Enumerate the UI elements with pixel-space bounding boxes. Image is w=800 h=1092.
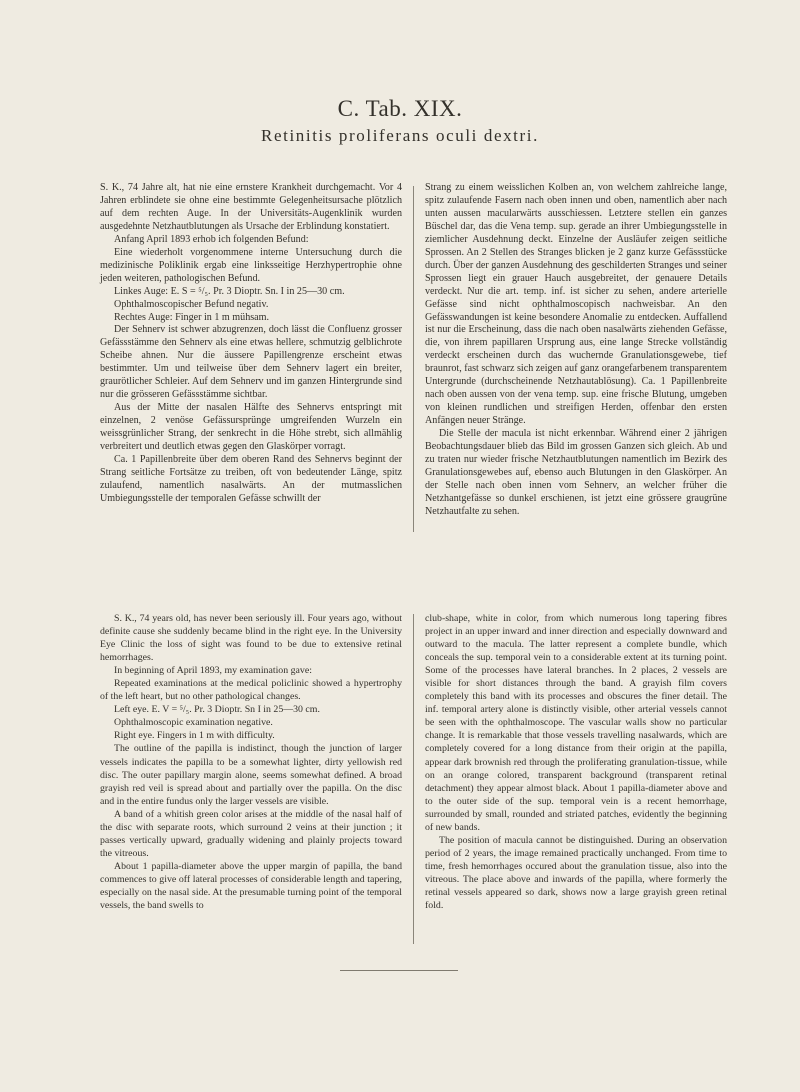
paragraph: Linkes Auge: E. S = ⁵/₅. Pr. 3 Dioptr. Sn. I in 25—30 cm. [114, 285, 345, 297]
paragraph: Ca. 1 Papillenbreite über dem oberen Rand des Sehnervs beginnt der Strang seitliche Fortsätze zu treiben, oft von bedeutender Länge, spitz zulaufend, namentlich nasalwärts. An der mutmasslichen Umbiegungsstelle der temporalen Gefässe schwillt der [100, 454, 402, 504]
paragraph: About 1 papilla-diameter above the upper margin of papilla, the band commences to give off lateral processes of considerable length and tapering, especially on the nasal side. At the presumable turning point of the temporal vessels, the band swells to [100, 860, 402, 912]
paragraph: S. K., 74 Jahre alt, hat nie eine ernstere Krankheit durchgemacht. Vor 4 Jahren erblindete sie ohne eine bestimmte Gelegenheitsursache plötzlich auf dem rechten Auge. In der Universitäts-Augenklinik wurden ausgedehnte Netzhautblutungen als Ursache der Erblindung konstatiert. [100, 182, 402, 232]
plate-title: C. Tab. XIX. [337, 96, 463, 121]
paragraph: club-shape, white in color, from which numerous long tapering fibres project in an upper inward and inner direction and especially downward and outward to the macula. The latter represent a complete bundle, which conceals the sup. temporal vein to a considerable extent at its turning point. Some of the processes have lateral branches. In 2 places, 2 vessels are visible for short distances through the band. A grayish film covers completely this band with its processes and obscures the finer detail. The inf. temporal artery alone is distinctly visible, other arterial vessels cannot be seen with the ophthalmoscope. The vascular walls show no particular change. It is remarkable that those vessels travelling nasalwards, which are completely covered for a long distance from their origin at the papilla, appear dark brownish red through the proliferating granulation-tissue, while on an orange colored, transparent background (transparent retinal detachment) they appear almost black. About 1 papilla-diameter above and to the outer side of the sup. temporal vein is a recent hemorrhage, surrounded by small, rounded and striated patches, evidently the beginning of new bands. [425, 613, 727, 833]
paragraph: Left eye. E. V = ⁵/₅. Pr. 3 Dioptr. Sn I in 25—30 cm. [114, 704, 320, 716]
column-divider [413, 614, 414, 944]
paragraph: Ophthalmoscopischer Befund negativ. [114, 298, 269, 310]
paragraph: A band of a whitish green color arises at the middle of the nasal half of the disc with separate roots, which surround 2 veins at their junction ; it passes vertically upward, gradually widening and plainly projects toward the vitreous. [100, 808, 402, 859]
paragraph: The position of macula cannot be distinguished. During an observation period of 2 years, the image remained practically unchanged. From time to time, fresh hemorrhages occured about the granulation tissue, also into the vitreous. The place above and inwards of the papilla, where formerly the retinal vessels appeared so dark, shows now a large grayish green retinal fold. [425, 834, 727, 912]
german-column-left [100, 182, 402, 506]
paragraph: Aus der Mitte der nasalen Hälfte des Sehnervs entspringt mit einzelnen, 2 venöse Gefässursprünge umgreifenden Wurzeln ein weissgrünlicher Strang, der senkrecht in die Höhe strebt, sich allmählig verbreitert und deutlich etwas gegen den Glaskörper vorragt. [100, 402, 402, 453]
paragraph: Right eye. Fingers in 1 m with difficulty. [114, 730, 275, 742]
paragraph: Die Stelle der macula ist nicht erkennbar. Während einer 2 jährigen Beobachtungsdauer blieb das Bild im grossen Ganzen sich gleich. Ab und zu traten nur wieder frische Netzhautblutungen namentlich im Bezirk des Granulationsgewebes auf, ebenso auch Blutungen in den Glaskörper. An der Stelle nach oben innen vom Sehnerv, an welcher früher die Netzhantgefässe so dunkel erschienen, ist jetzt eine grössere graugrüne Netzhautfalte zu sehen. [425, 428, 727, 517]
paragraph: The outline of the papilla is indistinct, though the junction of larger vessels indicates the papilla to be a somewhat lighter, dirty yellowish red disc. The outer papillary margin alone, seems somewhat defined. A broad grayish red veil is spread about and partially over the papilla. On the disc and in the entire fundus only the larger vessels are visible. [100, 743, 402, 807]
paragraph: Anfang April 1893 erhob ich folgenden Befund: [114, 233, 309, 245]
english-column-right [425, 612, 727, 912]
english-column-left [100, 612, 402, 912]
paragraph: Rechtes Auge: Finger in 1 m mühsam. [114, 311, 270, 323]
paragraph: In beginning of April 1893, my examination gave: [114, 665, 312, 677]
paragraph: S. K., 74 years old, has never been seriously ill. Four years ago, without definite cause she suddenly became blind in the right eye. In the University Eye Clinic the loss of sight was found to be due to extensive retinal hemorrhages. [100, 613, 402, 664]
paragraph: Der Sehnerv ist schwer abzugrenzen, doch lässt die Confluenz grosser Gefässstämme den Sehnerv als eine etwas hellere, schmutzig gelblichrote Scheibe ahnen. Nur die äussere Papillengrenze erscheint etwas bestimmter. Um und teilweise über dem Sehnerv lagert ein breiter, graurötlicher Schleier. Auf dem Sehnerv und im ganzen Hintergrunde sind nur die grösseren Gefässstämme sichtbar. [100, 324, 402, 401]
paragraph: Repeated examinations at the medical policlinic showed a hypertrophy of the left heart, but no other pathological changes. [100, 678, 402, 703]
end-rule [340, 970, 458, 971]
plate-subtitle: Retinitis proliferans oculi dextri. [261, 126, 539, 145]
column-divider [413, 186, 414, 532]
paragraph: Eine wiederholt vorgenommene interne Untersuchung durch die medizinische Poliklinik ergab eine linksseitige Herzhypertrophie ohne jeden weiteren, pathologischen Befund. [100, 246, 402, 284]
paragraph: Strang zu einem weisslichen Kolben an, von welchem zahlreiche lange, spitz zulaufende Fasern nach oben innen und oben, namentlich aber nach unten aussen macularwärts ausschiessen. Letztere stellen ein ganzes Büschel dar, das die Vena temp. sup. gerade an ihrer Umbiegungsstelle in ziemlicher Ausdehnung deckt. Einzelne der Ausläufer zeigen seitliche Sprossen. An 2 Stellen des Stranges blicken je 2 ganz kurze Gefässstücke durch. Über der ganzen Ausdehnung des geschilderten Stranges und seiner Sprossen liegt ein grauer Hauch ausgebreitet, der genauere Details verdeckt. Nur die art. temp. inf. ist sicher zu sehen, andere arterielle Gefässe sind nicht ophthalmoscopisch nachweisbar. An den Gefässwandungen ist keine besondere Anomalie zu entdecken. Auffallend ist nur die Erscheinung, dass die nach oben nasalwärts ziehenden Gefässe, die, von ihrem papillaren Ursprung aus, eine lange Strecke vollständig verdeckt erscheinen durch das wuchernde Granulationsgewebe, tief braunrot, fast schwarz sich zeigen auf ganz orangefarbenem transparentem Untergrunde (durchscheinende Netzhautablösung). Ca. 1 Papillenbreite nach oben aussen von der vena temp. sup. eine frische Blutung, umgeben von kleinen rundlichen und streifigen Herden, offenbar den ersten Anfängen neuer Stränge. [425, 182, 727, 427]
paragraph: Ophthalmoscopic examination negative. [114, 717, 273, 729]
german-column-right [425, 182, 727, 519]
